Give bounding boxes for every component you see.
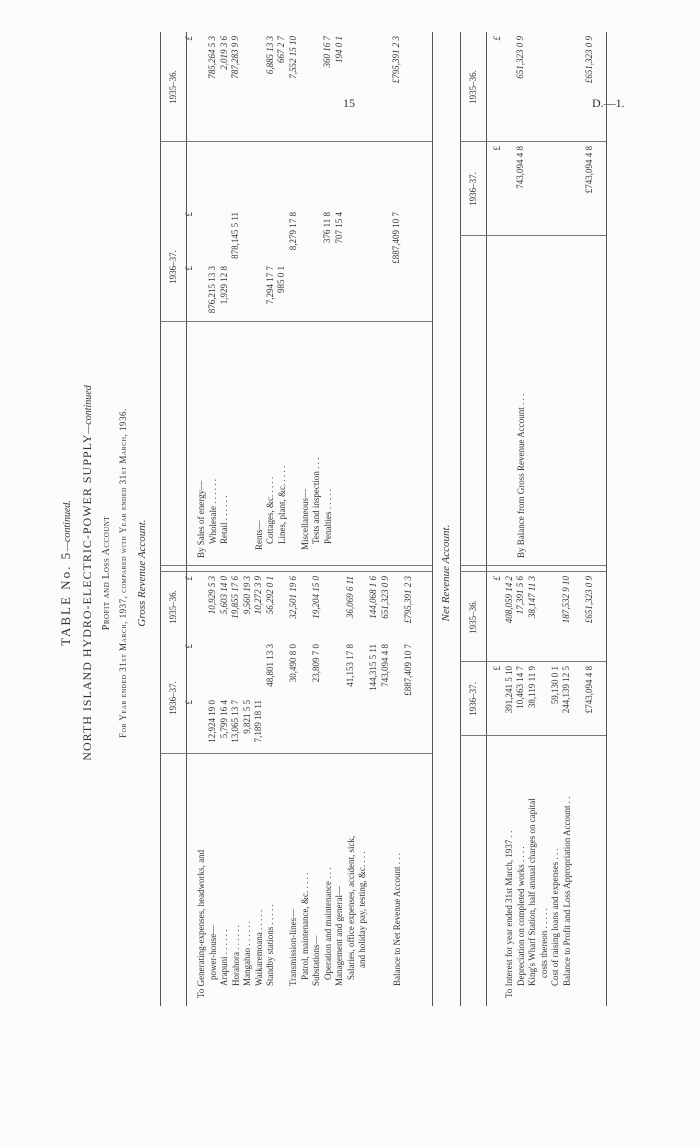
net-col-sep <box>460 735 606 736</box>
gross-credit-line <box>242 328 254 558</box>
amount-cell: 8,279 17 8 <box>287 212 298 251</box>
net-debit-line: King's Wharf Station, half annual charges on capital <box>527 798 537 986</box>
gross-col-sep <box>160 571 432 572</box>
net-col-sep <box>460 571 606 572</box>
lsd-header: £ <box>184 36 194 41</box>
amount-cell: 32,501 19 6 <box>287 576 298 619</box>
net-debit-previous <box>492 576 596 658</box>
gross-credit-line: Penalties . . . . . <box>322 489 333 544</box>
amount-cell: 19,855 17 6 <box>230 576 240 619</box>
net-col-sep <box>460 141 606 142</box>
gross-debit-line: Arapuni . . . . . . <box>219 929 229 986</box>
amount-cell: 41,153 17 8 <box>345 644 355 687</box>
gross-debit-line: Operation and maintenance . . . <box>322 867 333 980</box>
gross-col-sep <box>160 321 432 322</box>
gross-debit-subtotals <box>184 644 414 698</box>
lsd-header: £ <box>184 576 194 581</box>
gross-credit-col-1935-36: 1935–36. <box>168 70 178 104</box>
gross-debit-line: Horahora . . . . . . <box>230 925 241 986</box>
net-col-sep <box>460 661 606 662</box>
amount-cell: 59,130 0 1 <box>549 666 560 705</box>
amount-cell: 187,532 9 10 <box>561 576 571 624</box>
gross-col-sep <box>160 753 432 754</box>
gross-credit-line <box>334 328 346 558</box>
net-col-sep <box>460 235 606 236</box>
amount-cell: 7,189 18 11 <box>253 700 263 743</box>
amount-cell: 743,094 4 8 <box>515 146 525 189</box>
total-cell: £795,391 2 3 <box>402 576 413 624</box>
lsd-header: £ <box>492 666 502 671</box>
amount-cell: 9,821 5 5 <box>241 700 252 734</box>
net-debit-line: costs thereon . . . . . <box>538 908 549 978</box>
lsd-header: £ <box>184 212 194 217</box>
total-cell: £887,409 10 7 <box>391 212 401 264</box>
net-debit-descriptions <box>504 740 573 998</box>
amount-cell: 144,315 5 11 <box>368 644 378 691</box>
gross-debit-col-1936-37: 1936–37. <box>168 681 178 715</box>
total-cell: £651,323 0 9 <box>584 576 594 624</box>
table-title: NORTH ISLAND HYDRO-ELECTRIC-POWER SUPPLY—continued <box>80 385 94 761</box>
gross-debit-col-1935-36: 1935–36. <box>168 590 178 624</box>
net-debit-col-1936-37: 1936–37. <box>468 682 478 716</box>
gross-credit-descriptions <box>196 328 369 558</box>
gross-debit-previous <box>184 576 414 640</box>
amount-cell: 876,215 13 3 <box>207 266 217 314</box>
amount-cell: 785,264 5 3 <box>207 36 217 79</box>
gross-debit-line: Transmission-lines— <box>288 908 298 986</box>
amount-cell: 667 2 7 <box>276 36 286 63</box>
lsd-header: £ <box>184 644 194 649</box>
amount-cell: 743,094 4 8 <box>379 644 390 687</box>
amount-cell: 878,145 5 11 <box>230 212 240 259</box>
amount-cell: 5,603 14 0 <box>218 576 229 615</box>
amount-cell: 38,147 11 3 <box>526 576 537 619</box>
gross-col-sep <box>160 565 432 566</box>
amount-cell: 1,929 12 8 <box>218 266 229 305</box>
amount-cell: 651,323 0 9 <box>515 36 525 79</box>
amount-cell: 10,463 14 7 <box>515 666 525 709</box>
amount-cell: 985 0 1 <box>276 266 286 293</box>
net-debit-line: Depreciation on completed works . . . . <box>515 846 526 986</box>
gross-credit-line <box>231 328 243 558</box>
gross-header-rule <box>186 32 187 1006</box>
lsd-header: £ <box>184 700 194 705</box>
amount-cell: 10,272 3 9 <box>253 576 263 615</box>
amount-cell: 244,139 12 5 <box>561 666 571 714</box>
net-credit-current <box>492 146 596 232</box>
gross-debit-line: Waikaremoana . . . . . <box>253 909 264 986</box>
amount-cell: 376 11 8 <box>322 212 332 244</box>
amount-cell: 787,283 9 9 <box>230 36 240 79</box>
gross-debit-line: Substations— <box>311 935 321 986</box>
net-header-rule <box>486 32 487 1006</box>
gross-credit-line: By Sales of energy— <box>196 480 206 558</box>
amount-cell: 7,552 15 10 <box>287 36 298 79</box>
net-credit-description: By Balance from Gross Revenue Account . . . <box>516 393 526 558</box>
amount-cell: 10,929 5 3 <box>207 576 217 615</box>
amount-cell: 12,924 19 0 <box>207 700 217 743</box>
gross-debit-line: Balance to Net Revenue Account . . . <box>391 853 402 986</box>
net-debit-current <box>492 666 596 732</box>
amount-cell: 13,065 13 7 <box>230 700 240 743</box>
total-cell: £795,391 2 3 <box>391 36 401 84</box>
total-cell: £743,094 4 8 <box>584 146 594 194</box>
amount-cell: 391,241 5 10 <box>503 666 514 714</box>
gross-credit-line: Wholesale . . . . . . <box>207 479 218 544</box>
amount-cell: 144,068 1 6 <box>368 576 378 619</box>
lsd-header: £ <box>492 146 502 151</box>
net-debit-col-1935-36: 1935–36. <box>468 600 478 634</box>
gross-credit-line: Retail . . . . . . <box>219 495 229 544</box>
gross-debit-line: Patrol, maintenance, &c. . . . . <box>299 872 310 980</box>
gross-debit-line <box>277 758 289 998</box>
amount-cell: 2,019 3 6 <box>218 36 229 70</box>
gross-credit-col-1936-37: 1936–37. <box>168 250 178 284</box>
amount-cell: 23,809 7 0 <box>310 644 321 683</box>
page-number: 15 <box>343 96 355 110</box>
total-cell: £887,409 10 7 <box>402 644 413 696</box>
amount-cell: 30,490 8 0 <box>287 644 298 683</box>
gross-credit-line <box>288 328 300 558</box>
gross-credit-items <box>184 266 288 320</box>
amount-cell: 56,292 0 1 <box>264 576 275 615</box>
amount-cell: 7,294 17 7 <box>264 266 275 305</box>
gross-debit-descriptions <box>196 758 403 998</box>
net-debit-line: Balance to Profit and Loss Appropriation Account . . <box>561 796 572 986</box>
amount-cell: 48,801 13 3 <box>264 644 275 687</box>
gross-debit-items <box>184 700 265 750</box>
gross-credit-subtotals <box>184 212 403 264</box>
gross-credit-previous <box>184 36 403 138</box>
gross-top-rule <box>160 32 161 1006</box>
gross-debit-line: Standby stations . . . . . <box>265 904 275 986</box>
gross-debit-line: Mangahao . . . . . . <box>242 921 252 986</box>
gross-debit-line: Salaries, office expenses, accident, sick, <box>345 835 356 980</box>
gross-credit-line <box>357 328 369 558</box>
gross-credit-line: Tests and inspection . . . <box>311 457 321 544</box>
lsd-header: £ <box>492 576 502 581</box>
gross-debit-line <box>369 758 381 998</box>
net-credit-previous <box>492 36 596 138</box>
gross-debit-line <box>380 758 392 998</box>
amount-cell: 17,391 5 6 <box>515 576 525 615</box>
gross-credit-line: Miscellaneous— <box>299 489 310 550</box>
gross-col-sep <box>160 141 432 142</box>
period-line: For Year ended 31st March, 1937, compared with Year ended 31st March, 1936. <box>118 408 128 738</box>
gross-credit-line: Rents— <box>253 520 264 550</box>
amount-cell: 6,885 13 3 <box>264 36 275 75</box>
gross-credit-line: Cottages, &c. . . . . <box>265 476 275 544</box>
gross-debit-line: Management and general— <box>334 886 344 986</box>
series-label: D.—1. <box>592 96 625 110</box>
gross-credit-line: Lines, plant, &c. . . . . <box>276 465 287 544</box>
amount-cell: 36,069 6 11 <box>345 576 355 619</box>
net-col-sep <box>460 565 606 566</box>
gross-debit-line: power-house— <box>207 924 218 980</box>
table-number: TABLE No. 5—continued. <box>58 500 73 646</box>
amount-cell: 38,119 11 9 <box>526 666 537 709</box>
net-credit-col-1936-37: 1936–37. <box>468 172 478 206</box>
gross-revenue-heading: Gross Revenue Account. <box>136 519 148 627</box>
net-top-rule <box>460 32 461 1006</box>
net-revenue-heading: Net Revenue Account. <box>440 524 452 622</box>
amount-cell: 194 0 1 <box>333 36 344 63</box>
gross-debit-line: To Generating-expenses, headworks, and <box>196 849 206 998</box>
total-cell: £651,323 0 9 <box>584 36 594 84</box>
amount-cell: 651,323 0 9 <box>379 576 390 619</box>
gross-debit-line: and holiday pay, testing, &c. . . . <box>357 851 367 968</box>
net-debit-line: Cost of raising loans and expenses . . . <box>550 848 560 986</box>
net-debit-line: To Interest for year ended 31st March, 1937 . . <box>504 830 514 998</box>
amount-cell: 408,059 14 2 <box>503 576 514 624</box>
account-subtitle: Profit and Loss Account <box>101 515 112 631</box>
amount-cell: 9,560 19 3 <box>241 576 252 615</box>
lsd-header: £ <box>184 266 194 271</box>
amount-cell: 19,204 15 0 <box>310 576 321 619</box>
total-cell: £743,094 4 8 <box>584 666 594 714</box>
net-credit-col-1935-36: 1935–36. <box>468 70 478 104</box>
amount-cell: 707 15 4 <box>333 212 344 244</box>
gross-bottom-rule <box>432 32 433 1006</box>
gross-credit-line <box>346 328 358 558</box>
lsd-header: £ <box>492 36 502 41</box>
net-bottom-rule <box>606 32 607 1006</box>
amount-cell: 5,799 16 4 <box>218 700 229 739</box>
amount-cell: 360 16 7 <box>322 36 332 68</box>
